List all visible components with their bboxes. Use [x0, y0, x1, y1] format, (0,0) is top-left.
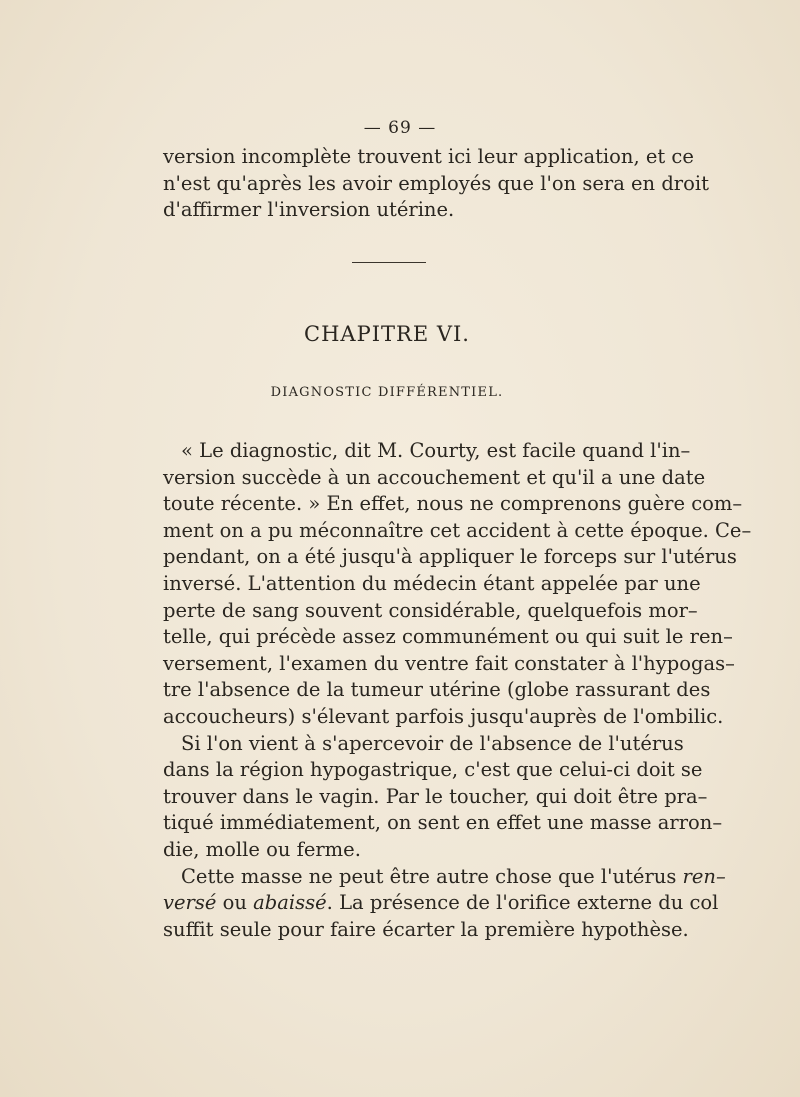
text-line: suffit seule pour faire écarter la première hypothèse.	[163, 917, 689, 941]
text-line: perte de sang souvent considérable, quelquefois mor–	[163, 598, 698, 622]
text-line: ment on a pu méconnaître cet accident à cette époque. Ce–	[163, 518, 752, 542]
section-divider	[352, 262, 426, 263]
text-line: toute récente. » En effet, nous ne comprenons guère com–	[163, 492, 743, 516]
text-line: tiqué immédiatement, on sent en effet une masse arron–	[163, 811, 723, 835]
text-line: Si l'on vient à s'apercevoir de l'absence de l'utérus	[181, 731, 684, 755]
text-line: dans la région hypogastrique, c'est que celui-ci doit se	[163, 758, 703, 782]
text-line: version incomplète trouvent ici leur application, et ce	[163, 145, 694, 168]
text-line: telle, qui précède assez communément ou qui suit le ren–	[163, 625, 733, 649]
italic-word: versé	[163, 891, 217, 915]
text-run: Cette masse ne peut être autre chose que l'utérus	[181, 864, 677, 888]
text-line: versement, l'examen du ventre fait constater à l'hypogas–	[163, 651, 735, 675]
intro-paragraph	[163, 144, 709, 224]
text-line: trouver dans le vagin. Par le toucher, qui doit être pra–	[163, 784, 708, 808]
text-run: . La présence de l'orifice externe du col	[326, 891, 719, 915]
text-line	[163, 864, 726, 891]
text-line: n'est qu'après les avoir employés que l'on sera en droit	[163, 171, 709, 195]
chapter-subtitle: DIAGNOSTIC DIFFÉRENTIEL.	[270, 385, 504, 400]
page-number: — 69 —	[363, 118, 437, 138]
text-line	[163, 890, 719, 917]
text-line: d'affirmer l'inversion utérine.	[163, 198, 455, 222]
text-line: version succède à un accouchement et qu'il a une date	[163, 465, 706, 489]
italic-word: ren–	[682, 864, 726, 888]
text-line: die, molle ou ferme.	[163, 837, 361, 861]
text-run: ou	[216, 891, 254, 915]
text-line: tre l'absence de la tumeur utérine (globe rassurant des	[163, 678, 711, 702]
text-line: accoucheurs) s'élevant parfois jusqu'auprès de l'ombilic.	[163, 704, 724, 728]
body-text	[163, 438, 752, 943]
italic-word: abaissé	[253, 891, 327, 915]
text-line: pendant, on a été jusqu'à appliquer le forceps sur l'utérus	[163, 545, 737, 569]
text-line: inversé. L'attention du médecin étant appelée par une	[163, 571, 701, 595]
text-line: « Le diagnostic, dit M. Courty, est facile quand l'in–	[181, 439, 691, 462]
chapter-title: CHAPITRE VI.	[304, 322, 470, 346]
